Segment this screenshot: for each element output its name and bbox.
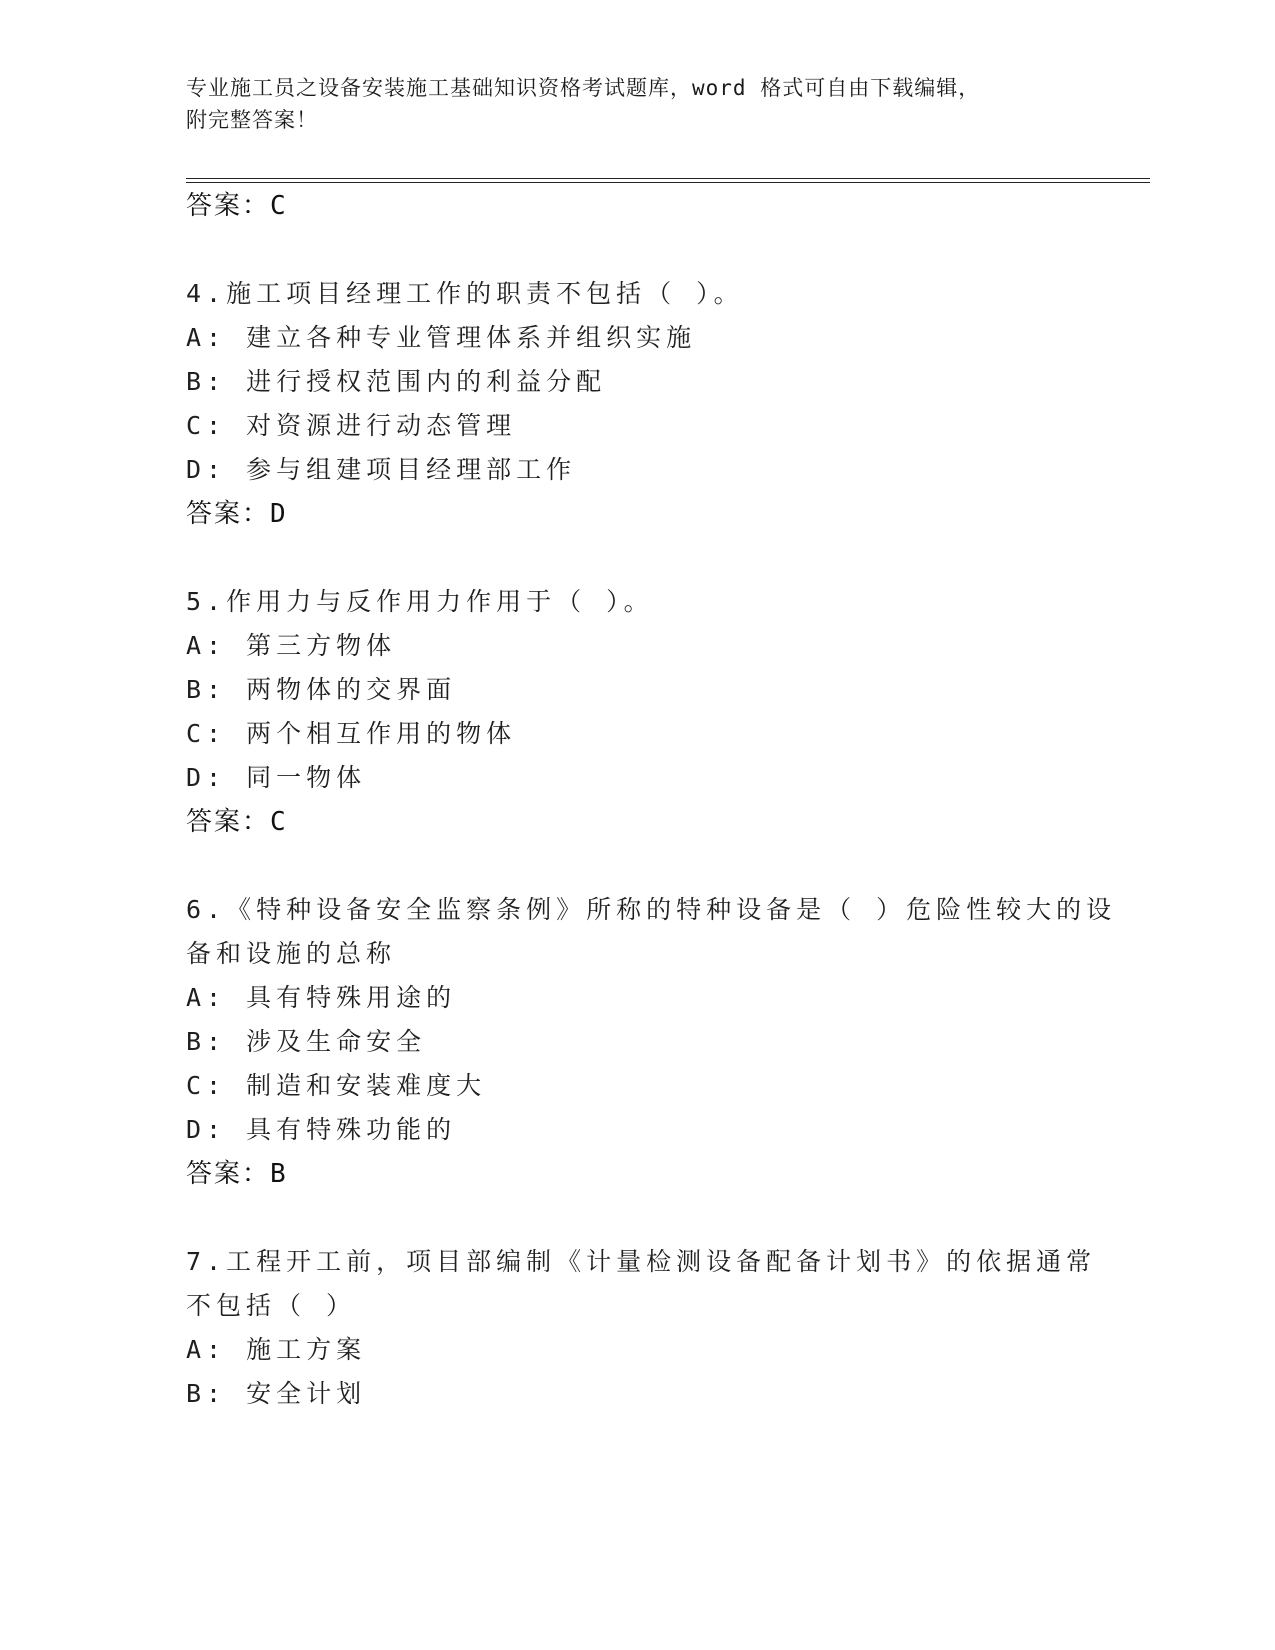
answer-line [186, 494, 286, 534]
question-stem: 6.《特种设备安全监察条例》所称的特种设备是（ ）危险性较大的设 [186, 895, 1117, 924]
option-b: B: 安全计划 [186, 1379, 367, 1408]
option-d: D: 同一物体 [186, 763, 367, 792]
question-stem-cont: 不包括（ ） [186, 1291, 357, 1320]
option-b: B: 涉及生命安全 [186, 1027, 427, 1056]
question-stem: 4.施工项目经理工作的职责不包括（ ）。 [186, 279, 744, 308]
answer-value: C [270, 807, 286, 837]
option-c: C: 两个相互作用的物体 [186, 719, 517, 748]
option-a: A: 建立各种专业管理体系并组织实施 [186, 323, 697, 352]
header-line-1: 专业施工员之设备安装施工基础知识资格考试题库，word 格式可自由下载编辑， [186, 76, 981, 100]
option-a: A: 具有特殊用途的 [186, 983, 457, 1012]
answer-value: C [270, 191, 286, 221]
answer-label: 答案： [186, 1159, 271, 1189]
header-divider-bottom [186, 182, 1150, 183]
question-stem-cont: 备和设施的总称 [186, 939, 397, 968]
option-b: B: 进行授权范围内的利益分配 [186, 367, 607, 396]
answer-label: 答案： [186, 191, 271, 221]
option-d: D: 具有特殊功能的 [186, 1115, 457, 1144]
option-b: B: 两物体的交界面 [186, 675, 457, 704]
question-stem: 7.工程开工前，项目部编制《计量检测设备配备计划书》的依据通常 [186, 1247, 1097, 1276]
header-divider-top [186, 178, 1150, 179]
answer-line [186, 186, 286, 226]
answer-value: D [270, 499, 286, 529]
option-a: A: 第三方物体 [186, 631, 397, 660]
option-c: C: 对资源进行动态管理 [186, 411, 517, 440]
answer-label: 答案： [186, 807, 271, 837]
question-stem: 5.作用力与反作用力作用于（ ）。 [186, 587, 654, 616]
option-a: A: 施工方案 [186, 1335, 367, 1364]
document-header [186, 72, 1086, 136]
answer-line [186, 802, 286, 842]
option-d: D: 参与组建项目经理部工作 [186, 455, 577, 484]
header-line-2: 附完整答案！ [186, 108, 318, 132]
option-c: C: 制造和安装难度大 [186, 1071, 487, 1100]
answer-value: B [270, 1159, 286, 1189]
answer-line [186, 1154, 286, 1194]
answer-label: 答案： [186, 499, 271, 529]
